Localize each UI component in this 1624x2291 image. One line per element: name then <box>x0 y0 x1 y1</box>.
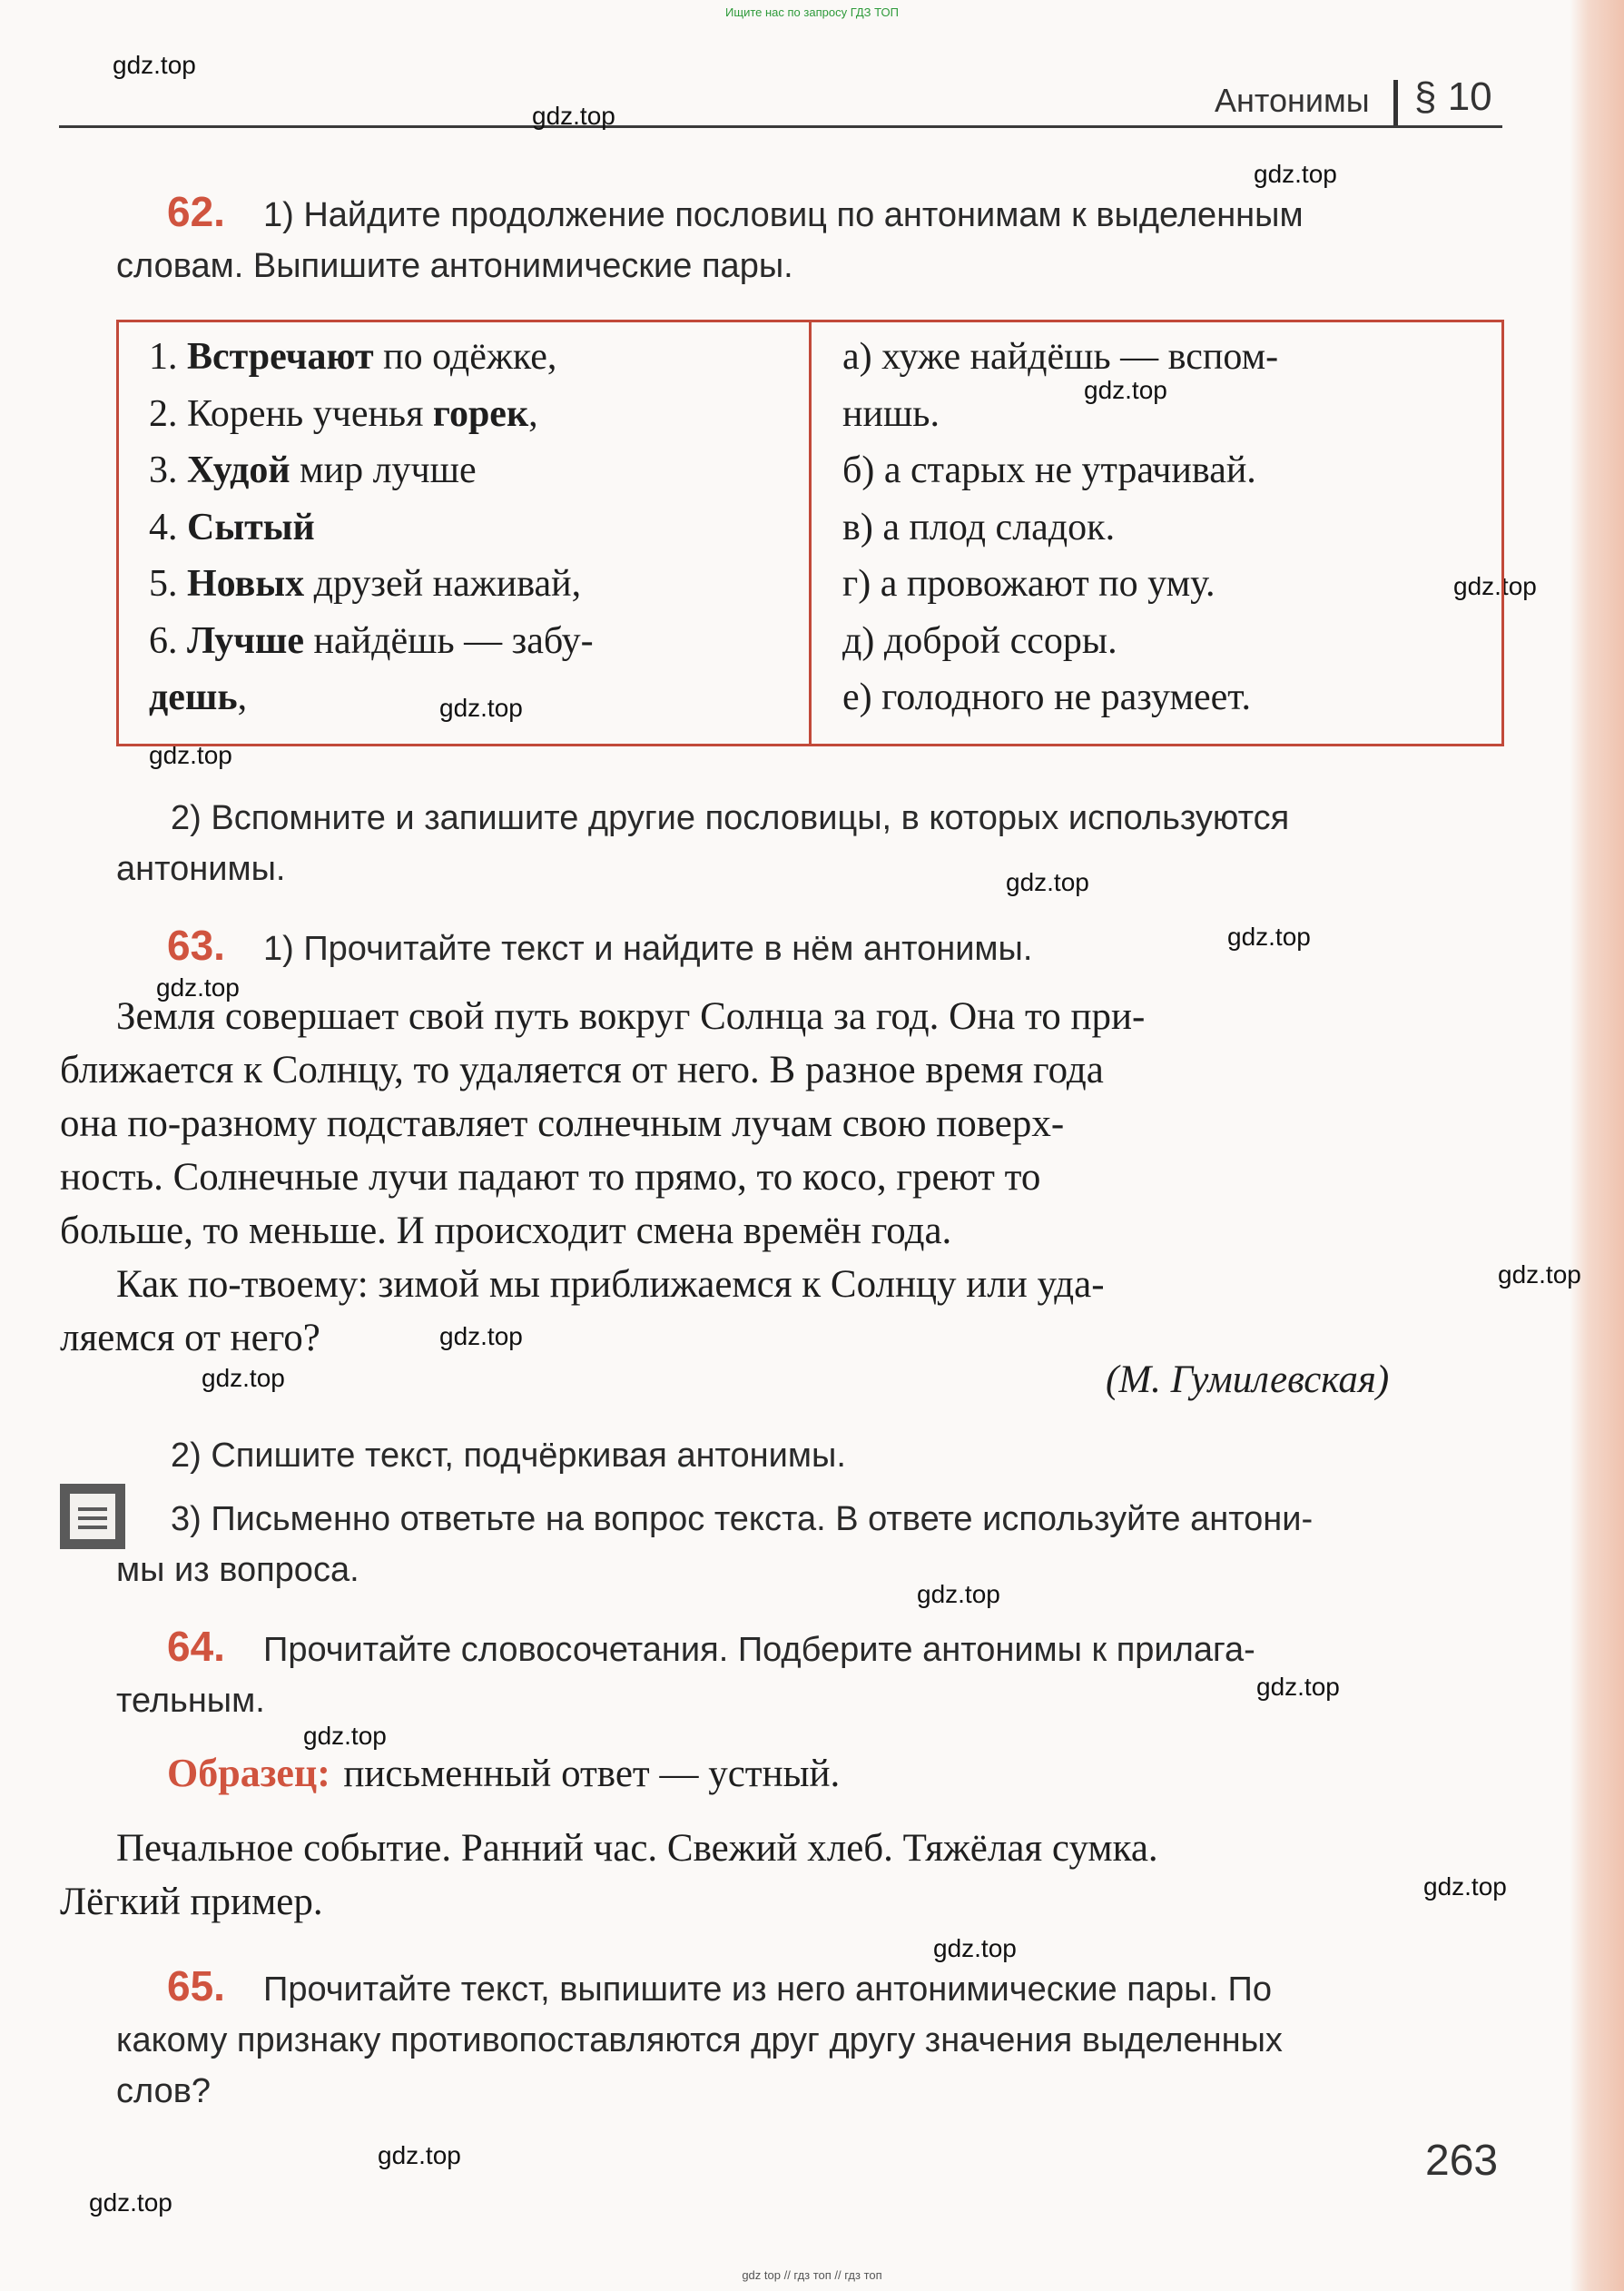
proverb-endings <box>842 329 1278 726</box>
watermark: gdz.top <box>1227 923 1311 951</box>
top-note: Ищите нас по запросу ГДЗ ТОП <box>725 5 899 19</box>
watermark: gdz.top <box>1254 160 1337 188</box>
watermark: gdz.top <box>1423 1872 1507 1901</box>
header-rule <box>59 125 1502 128</box>
exercise-number: 62. <box>167 188 225 235</box>
exercise-number: 63. <box>167 922 225 969</box>
proverb-end: е) голодного не разумеет. <box>842 676 1252 718</box>
sample-label: Образец: <box>167 1751 330 1795</box>
proverb-start: 1. Встречают по одёжке, <box>149 336 557 378</box>
watermark: gdz.top <box>1084 376 1167 404</box>
exercise-task: 2) Спишите текст, подчёркивая антонимы. <box>171 1437 846 1475</box>
watermark: gdz.top <box>439 1322 523 1350</box>
exercise-task: словам. Выпишите антонимические пары. <box>116 247 793 285</box>
watermark: gdz.top <box>1498 1260 1581 1289</box>
exercise-task: 2) Вспомните и запишите другие пословицы, в которых используются <box>171 799 1290 837</box>
exercise-task: мы из вопроса. <box>116 1551 359 1589</box>
bottom-note: gdz top // гдз топ // гдз топ <box>742 2268 882 2282</box>
sample-text: письменный ответ — устный. <box>343 1753 841 1795</box>
page-number: 263 <box>1425 2137 1499 2185</box>
watermark: gdz.top <box>532 102 615 130</box>
proverb-end: б) а старых не утрачивай. <box>842 449 1256 491</box>
exercise-task: 3) Письменно ответьте на вопрос текста. В ответе используйте антони- <box>171 1500 1314 1538</box>
proverb-beginnings <box>149 329 594 726</box>
watermark: gdz.top <box>149 741 232 769</box>
watermark: gdz.top <box>1006 868 1089 896</box>
watermark: gdz.top <box>156 973 240 1002</box>
text-line: ближается к Солнцу, то удаляется от него. В разное время года <box>60 1049 1104 1091</box>
proverb-start: дешь, <box>149 676 248 718</box>
proverb-start: 3. Худой мир лучше <box>149 449 477 491</box>
exercise-number: 65. <box>167 1962 225 2010</box>
text-line: она по-разному подставляет солнечным лучам свою поверх- <box>60 1102 1065 1145</box>
watermark: gdz.top <box>439 694 523 722</box>
proverb-end: г) а провожают по уму. <box>842 563 1216 605</box>
text-line: Как по-твоему: зимой мы приближаемся к Солнцу или уда- <box>116 1263 1105 1306</box>
proverb-end: д) доброй ссоры. <box>842 619 1117 662</box>
watermark: gdz.top <box>933 1934 1017 1962</box>
proverb-end: нишь. <box>842 392 940 435</box>
proverb-start: 2. Корень ученья горек, <box>149 392 538 435</box>
header-title: Антонимы <box>1215 82 1370 119</box>
exercise-task: какому признаку противопоставляются друг другу значения выделенных <box>116 2021 1283 2059</box>
header-section: § 10 <box>1414 74 1492 119</box>
text-line: больше, то меньше. И происходит смена времён года. <box>60 1210 952 1252</box>
exercise-task: антонимы. <box>116 850 286 888</box>
exercise-number: 64. <box>167 1623 225 1670</box>
watermark: gdz.top <box>303 1722 387 1750</box>
watermark: gdz.top <box>1256 1673 1340 1701</box>
sample <box>167 1747 840 1801</box>
header-divider <box>1393 80 1398 125</box>
exercise-task: слов? <box>116 2072 212 2110</box>
text-line: Лёгкий пример. <box>60 1881 323 1923</box>
exercise-task: 1) Найдите продолжение пословиц по антонимам к выделенным <box>263 196 1304 234</box>
page-edge-shadow <box>1570 0 1624 2291</box>
text-line: Печальное событие. Ранний час. Свежий хлеб. Тяжёлая сумка. <box>116 1827 1158 1870</box>
watermark: gdz.top <box>202 1364 285 1392</box>
author: (М. Гумилевская) <box>1106 1358 1390 1401</box>
text-line: ность. Солнечные лучи падают то прямо, то косо, греют то <box>60 1156 1041 1199</box>
proverb-start: 6. Лучше найдёшь — забу- <box>149 619 594 662</box>
watermark: gdz.top <box>378 2141 461 2169</box>
proverb-start: 5. Новых друзей наживай, <box>149 563 582 605</box>
text-line: ляемся от него? <box>60 1317 320 1359</box>
proverb-table-divider <box>809 320 812 746</box>
watermark: gdz.top <box>917 1580 1000 1608</box>
proverb-end: а) хуже найдёшь — вспом- <box>842 336 1279 378</box>
exercise-task: Прочитайте текст, выпишите из него антонимические пары. По <box>263 1970 1272 2009</box>
watermark: gdz.top <box>1453 572 1537 600</box>
exercise-task: Прочитайте словосочетания. Подберите антонимы к прилага- <box>263 1631 1255 1669</box>
exercise-task: 1) Прочитайте текст и найдите в нём антонимы. <box>263 930 1033 968</box>
exercise-task: тельным. <box>116 1682 265 1720</box>
proverb-start: 4. Сытый <box>149 506 315 548</box>
watermark: gdz.top <box>113 51 196 79</box>
proverb-end: в) а плод сладок. <box>842 506 1116 548</box>
text-line: Земля совершает свой путь вокруг Солнца за год. Она то при- <box>116 995 1146 1038</box>
notebook-icon <box>60 1484 125 1549</box>
watermark: gdz.top <box>89 2188 172 2217</box>
